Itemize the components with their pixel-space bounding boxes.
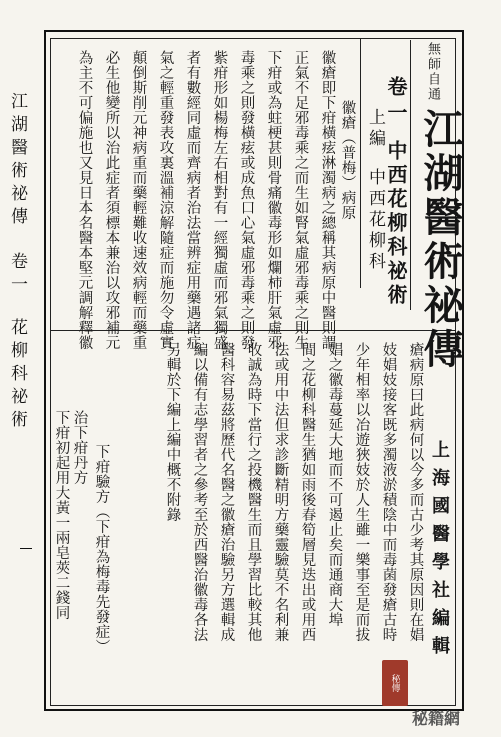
upper-text-column: 徽瘡即下疳橫痃淋濁病之總稱其病原中醫則謂 xyxy=(319,50,336,350)
red-seal: 秘傳 xyxy=(382,660,408,706)
volume-title: 中西花柳科祕術 xyxy=(384,140,408,308)
lower-text-column: 間之花柳科醫生猶如雨後春筍層見迭出或用西 xyxy=(299,342,316,642)
upper-text-column: 正氣不足邪毒乘之而生如腎氣虛邪毒乘之則生 xyxy=(292,50,309,350)
spine-title: 江湖醫術祕傳 xyxy=(7,92,27,230)
spine-volume: 卷一 xyxy=(7,252,27,298)
part-title: 中西花柳科 xyxy=(365,168,385,273)
part-label: 上編 xyxy=(365,108,385,150)
upper-text-column: 紫疳形如楊梅左右相對有一經獨虛而邪氣獨盛 xyxy=(211,50,228,350)
lower-text-column: 醫科容易茲將歷代名醫之徽瘡治驗另方選輯成 xyxy=(218,342,235,642)
section-heading: 徽瘡（普梅）病原 xyxy=(339,100,356,220)
page-number-mark xyxy=(20,548,32,549)
volume-label: 卷一 xyxy=(384,76,408,128)
upper-text-column: 下疳或為蛀梗甚則骨痛徽毒形如爛柿肝氣虛邪 xyxy=(265,50,282,350)
lower-text-column: 瘡病原曰此病何以今多而古少考其原因則在娼 xyxy=(407,342,424,642)
upper-text-column: 者有數經同虛而齊病者治法當辨症用藥遇諸症 xyxy=(184,50,201,350)
page-title: 江湖醫術祕傳 xyxy=(417,108,464,372)
watermark: 秘籍網 xyxy=(412,709,461,728)
lower-text-column: 法或用中法但求診斷精明方藥靈驗莫不名利兼 xyxy=(272,342,289,642)
upper-text-column: 氣之輕重發表攻裏溫補涼解隨症而施勿令虛實 xyxy=(157,50,174,350)
upper-text-column: 為主不可偏施也又見日本名醫本堅元調解釋徽 xyxy=(76,50,93,350)
lower-text-column: 娼之徽毒蔓延大地而不可遏止矣而通商大埠 xyxy=(326,342,343,627)
lower-text-column: 少年相率以冶遊狹妓於人生雖一樂事至是而拔 xyxy=(353,342,370,642)
lower-text-column: 另輯於下編上編中概不附錄 xyxy=(164,342,181,522)
lower-text-column: 妓娼妓接客既多濁液淤積陰中而毒菌發瘡古時 xyxy=(380,342,397,642)
upper-text-column: 必生他變所以治此症者須標本兼治以攻邪補元 xyxy=(103,50,120,350)
last-column: 下疳初起用大黃一兩皂莢二錢同 xyxy=(53,410,70,620)
column-divider xyxy=(410,40,411,310)
author-note: 無師自通 xyxy=(425,42,440,102)
column-divider xyxy=(360,38,361,288)
upper-text-column: 毒乘之則發橫痃或成魚口心氣虛邪毒乘之則發 xyxy=(238,50,255,350)
upper-text-column: 顛倒斯削元神病重而藥輕難收速效病輕而藥重 xyxy=(130,50,147,350)
subheading-2: 治下疳丹方 xyxy=(71,410,88,485)
subheading-1: 下疳驗方（下疳為梅毒先發症） xyxy=(93,444,110,654)
publisher: 上海國醫學社編輯 xyxy=(429,440,450,664)
spine-section: 花柳科祕術 xyxy=(7,318,27,433)
lower-text-column: 收誠為時下當行之投機醫生而且學習比較其他 xyxy=(245,342,262,642)
lower-text-column: 編以備有志學習者之參考至於西醫治徽毒各法 xyxy=(191,342,208,642)
